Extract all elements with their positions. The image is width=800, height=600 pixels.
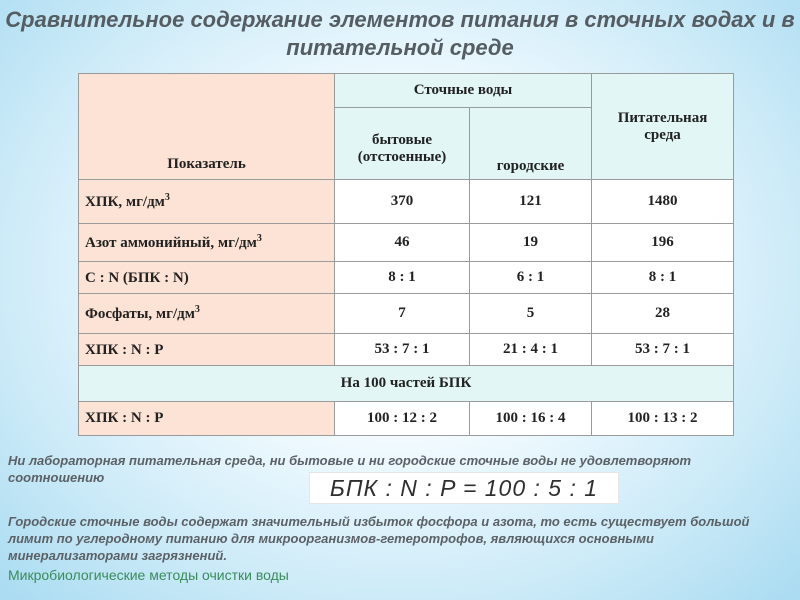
cell-household: 7 (335, 294, 470, 334)
table-row (79, 334, 734, 366)
cell-urban: 19 (470, 224, 592, 262)
table-row (79, 294, 734, 334)
cell-household: 370 (335, 180, 470, 224)
cell-medium: 196 (592, 224, 734, 262)
ratio-formula: БПК : N : P = 100 : 5 : 1 (309, 472, 619, 504)
table-row (79, 180, 734, 224)
table-row (79, 262, 734, 294)
header-indicator: Показатель (79, 74, 335, 180)
table-row (79, 224, 734, 262)
table-row (79, 402, 734, 436)
header-household: бытовые (отстоенные) (335, 108, 470, 180)
cell-urban: 121 (470, 180, 592, 224)
cell-urban: 100 : 16 : 4 (470, 402, 592, 436)
cell-urban: 6 : 1 (470, 262, 592, 294)
cell-medium: 100 : 13 : 2 (592, 402, 734, 436)
band-per-100-bod: На 100 частей БПК (79, 366, 734, 402)
cell-urban: 21 : 4 : 1 (470, 334, 592, 366)
cell-medium: 1480 (592, 180, 734, 224)
slide-title: Сравнительное содержание элементов питания в сточных водах и в питательной среде (5, 7, 795, 60)
header-wastewater: Сточные воды (335, 74, 592, 108)
cell-household: 8 : 1 (335, 262, 470, 294)
row-label: ХПК, $мг/дм^3$ (79, 180, 335, 224)
cell-household: 46 (335, 224, 470, 262)
row-label: С : N (БПК : N) (79, 262, 335, 294)
note-urban-wastewater: Городские сточные воды содержат значительный избыток фосфора и азота, то есть существует большой лимит по углеродному питанию для микроорганизмов-гетеротрофов, являющихся основными минерализаторами загрязнений. (8, 514, 750, 563)
cell-urban: 5 (470, 294, 592, 334)
note-ratio: Ни лабораторная питательная среда, ни бытовые и ни городские сточные воды не удовлетворяют соотношению (8, 453, 692, 485)
nutrient-table (78, 73, 734, 436)
row-label: Фосфаты, $мг/дм^3$ (79, 294, 335, 334)
footer-caption: Микробиологические методы очистки воды (8, 567, 289, 583)
cell-medium: 53 : 7 : 1 (592, 334, 734, 366)
cell-household: 100 : 12 : 2 (335, 402, 470, 436)
cell-household: 53 : 7 : 1 (335, 334, 470, 366)
cell-medium: 8 : 1 (592, 262, 734, 294)
header-medium: Питательная среда (592, 74, 734, 180)
header-urban: городские (470, 108, 592, 180)
row-label: Азот аммонийный, $мг/дм^3$ (79, 224, 335, 262)
cell-medium: 28 (592, 294, 734, 334)
row-label: ХПК : N : P (79, 334, 335, 366)
row-label: ХПК : N : P (79, 402, 335, 436)
